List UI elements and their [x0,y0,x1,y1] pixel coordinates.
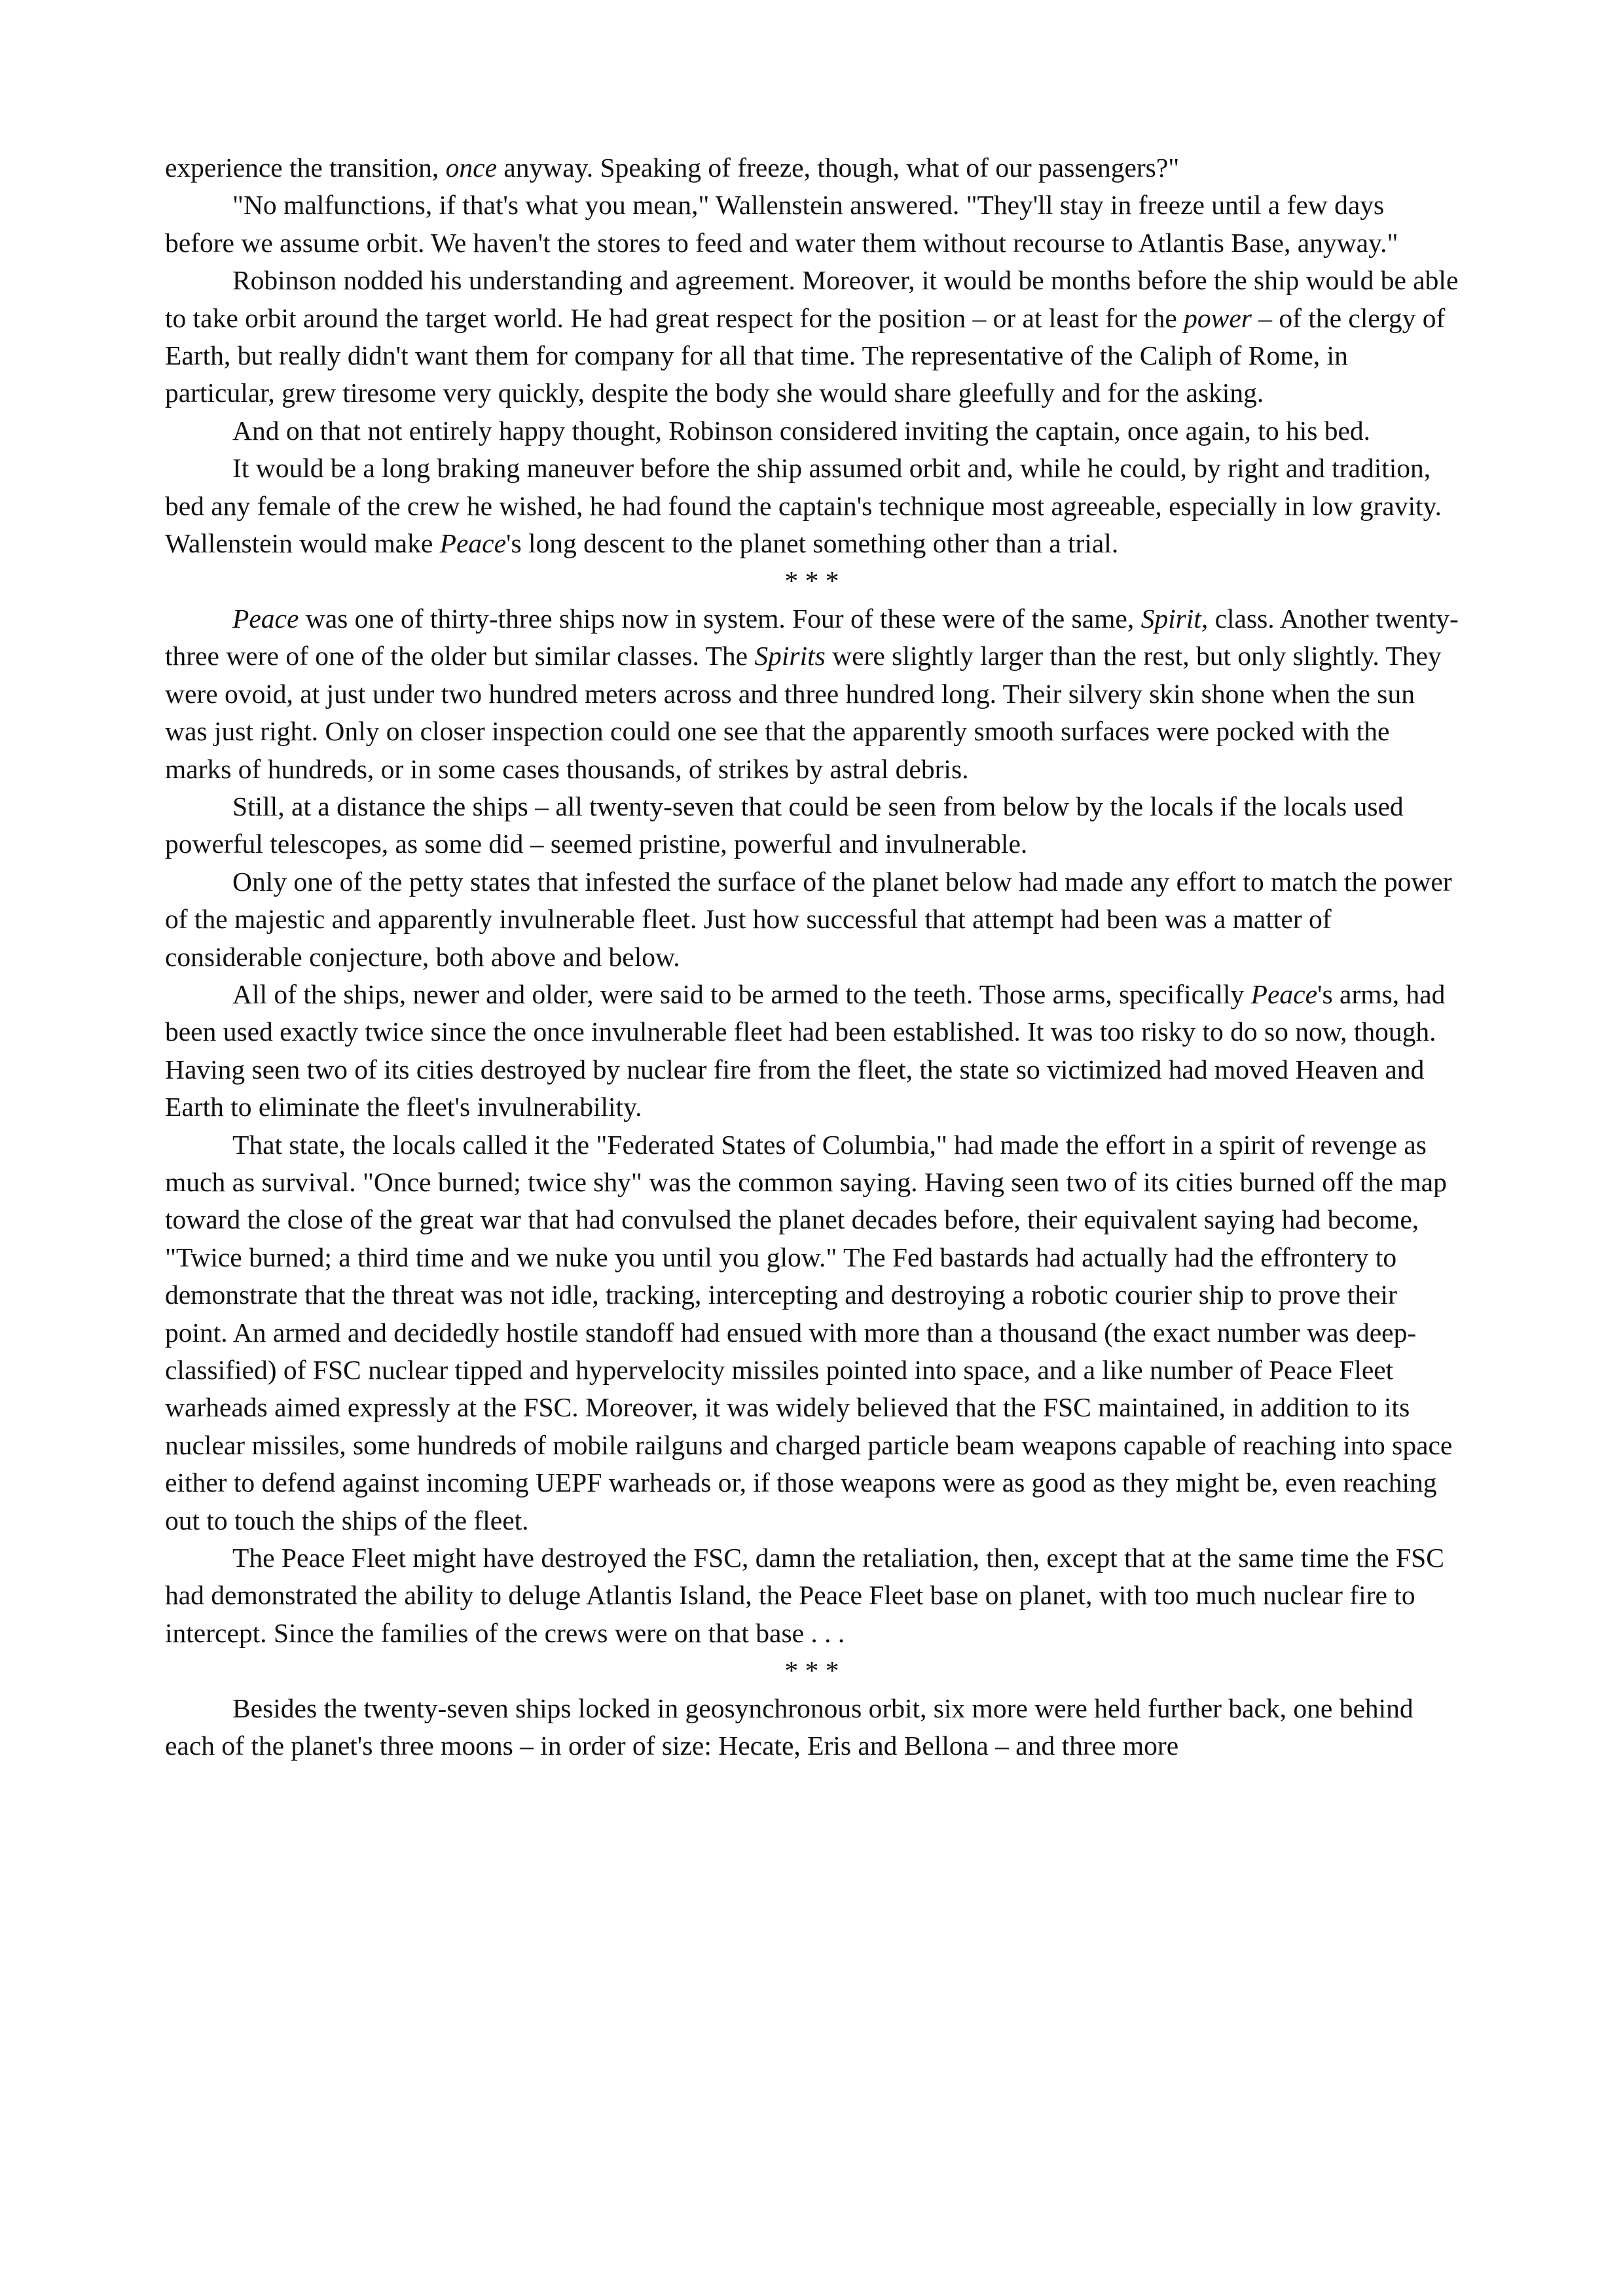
paragraph [165,412,1459,450]
text-run: * * * [784,1655,839,1686]
text-run: 's arms, had been used exactly twice since the once invulnerable fleet had been established. It was too risky to do so now, though. Having seen two of its cities destroyed by nuclear fire from the fleet, the state so victimized had moved Heaven and Earth to eliminate the fleet's invulnerability. [165,978,1446,1122]
text-run: 's long descent to the planet something other than a trial. [505,528,1119,559]
text-run: anyway. Speaking of freeze, though, what of our passengers?" [497,152,1180,183]
text-run: That state, the locals called it the "Federated States of Columbia," had made the effort in a spirit of revenge as much as survival. "Once burned; twice shy" was the common saying. Having seen two of its cities burned off the map toward the close of the great war that had convulsed the planet decades before, their equivalent saying had become, "Twice burned; a third time and we nuke you until you glow." The Fed bastards had actually had the effrontery to demonstrate that the threat was not idle, tracking, intercepting and destroying a robotic courier ship to prove their point. An armed and decidedly hostile standoff had ensued with more than a thousand (the exact number was deep-classified) of FSC nuclear tipped and hypervelocity missiles pointed into space, and a like number of Peace Fleet warheads aimed expressly at the FSC. Moreover, it was widely believed that the FSC maintained, in addition to its nuclear missiles, some hundreds of mobile railguns and charged particle beam weapons capable of reaching into space either to defend against incoming UEPF warheads or, if those weapons were as good as they might be, even reaching out to touch the ships of the fleet. [165,1129,1453,1535]
italic-text: Spirits [754,641,826,672]
text-run: was one of thirty-three ships now in system. Four of these were of the same, [299,603,1141,634]
paragraph [165,450,1459,562]
scene-break [165,1652,1459,1689]
paragraph [165,262,1459,412]
italic-text: Peace [232,603,299,634]
text-run: Only one of the petty states that infested the surface of the planet below had made any effort to match the power of the majestic and apparently invulnerable fleet. Just how successful that attempt had been was a matter of considerable conjecture, both above and below. [165,866,1452,972]
paragraph [165,976,1459,1126]
paragraph [165,788,1459,863]
text-run: Besides the twenty-seven ships locked in geosynchronous orbit, six more were held further back, one behind each of the planet's three moons – in order of size: Hecate, Eris and Bellona – and three more [165,1693,1413,1761]
text-run: experience the transition, [165,152,446,183]
paragraph [165,1690,1459,1765]
body-text [165,149,1459,1765]
paragraph [165,187,1459,262]
italic-text: Spirit, [1140,603,1209,634]
text-run: And on that not entirely happy thought, Robinson considered inviting the captain, once again, to his bed. [232,415,1371,446]
paragraph [165,600,1459,788]
text-run: "No malfunctions, if that's what you mean," Wallenstein answered. "They'll stay in freeze until a few days before we assume orbit. We haven't the stores to feed and water them without recourse to Atlantis Base, anyway." [165,190,1398,258]
paragraph [165,149,1459,187]
paragraph [165,1126,1459,1539]
text-run: * * * [784,565,839,596]
text-run: It would be a long braking maneuver before the ship assumed orbit and, while he could, by right and tradition, bed any female of the crew he wished, he had found the captain's technique most agreeable, especially in low gravity. Wallenstein would make [165,453,1442,559]
text-run: Still, at a distance the ships – all twenty-seven that could be seen from below by the locals if the locals used powerful telescopes, as some did – seemed pristine, powerful and invulnerable. [165,791,1404,859]
text-run: Robinson nodded his understanding and agreement. Moreover, it would be months before the ship would be able to take orbit around the target world. He had great respect for the position – or at least for the [165,265,1459,333]
text-run: The Peace Fleet might have destroyed the FSC, damn the retaliation, then, except that at the same time the FSC had demonstrated the ability to deluge Atlantis Island, the Peace Fleet base on planet, with too much nuclear fire to intercept. Since the families of the crews were on that base . . . [165,1543,1444,1648]
italic-text: Peace [439,528,506,559]
paragraph [165,1539,1459,1652]
italic-text: once [445,152,498,183]
text-run: were slightly larger than the rest, but only slightly. They were ovoid, at just under two hundred meters across and three hundred long. Their silvery skin shone when the sun was just right. Only on closer inspection could one see that the apparently smooth surfaces were pocked with the marks of hundreds, or in some cases thousands, of strikes by astral debris. [165,641,1442,784]
italic-text: Peace [1250,978,1318,1009]
text-run: – of the clergy of Earth, but really didn't want them for company for all that time. The representative of the Caliph of Rome, in particular, grew tiresome very quickly, despite the body she would share gleefully and for the asking. [165,302,1446,408]
scene-break [165,562,1459,600]
text-run: All of the ships, newer and older, were said to be armed to the teeth. Those arms, specifically [232,978,1251,1009]
paragraph [165,863,1459,976]
italic-text: power [1184,302,1252,333]
text-run: class. Another twenty-three were of one of the older but similar classes. The [165,603,1459,672]
